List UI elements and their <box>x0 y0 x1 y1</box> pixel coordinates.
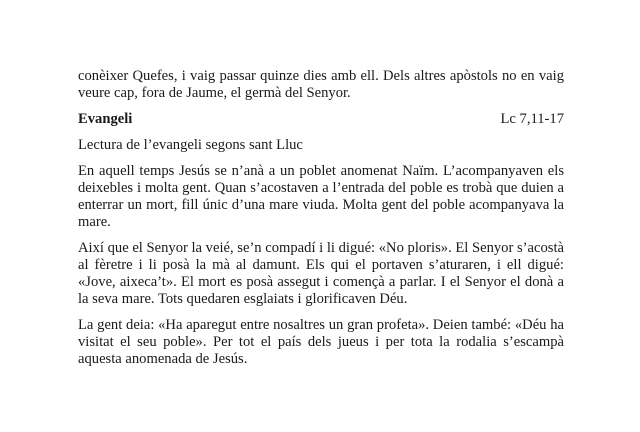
scripture-reference: Lc 7,11-17 <box>500 111 564 127</box>
spacer <box>78 308 564 317</box>
reading-subtitle: Lectura de l’evangeli segons sant Lluc <box>78 137 303 153</box>
spacer <box>78 231 564 240</box>
section-heading-row <box>78 111 564 128</box>
body-paragraph-3: La gent deia: «Ha aparegut entre nosaltres un gran profeta». Deien també: «Déu ha visitat el seu poble». Per tot el país dels jueus i per tota la rodalia s’escampà aquesta anomenada de Jesús. <box>78 317 564 367</box>
spacer <box>78 128 564 137</box>
spacer <box>78 154 564 163</box>
body-paragraph-1: En aquell temps Jesús se n’anà a un poblet anomenat Naïm. L’acompanyaven els deixebles i molta gent. Quan s’acostaven a l’entrada del poble es trobà que duien a enterrar un mort, fill únic d’una mare viuda. Molta gent del poble acompanyava la mare. <box>78 163 564 230</box>
document-page <box>78 68 564 368</box>
continuation-paragraph: conèixer Quefes, i vaig passar quinze dies amb ell. Dels altres apòstols no en vaig veure cap, fora de Jaume, el germà del Senyor. <box>78 68 564 101</box>
section-heading: Evangeli <box>78 111 133 127</box>
body-paragraph-2: Així que el Senyor la veié, se’n compadí i li digué: «No ploris». El Senyor s’acostà al fèretre i li posà la mà al damunt. Els qui el portaven s’aturaren, i ell digué: «Jove, aixeca’t». El mort es posà assegut i començà a parlar. I el Senyor el donà a la seva mare. Tots quedaren esglaiats i glorificaven Déu. <box>78 240 564 307</box>
spacer <box>78 102 564 111</box>
